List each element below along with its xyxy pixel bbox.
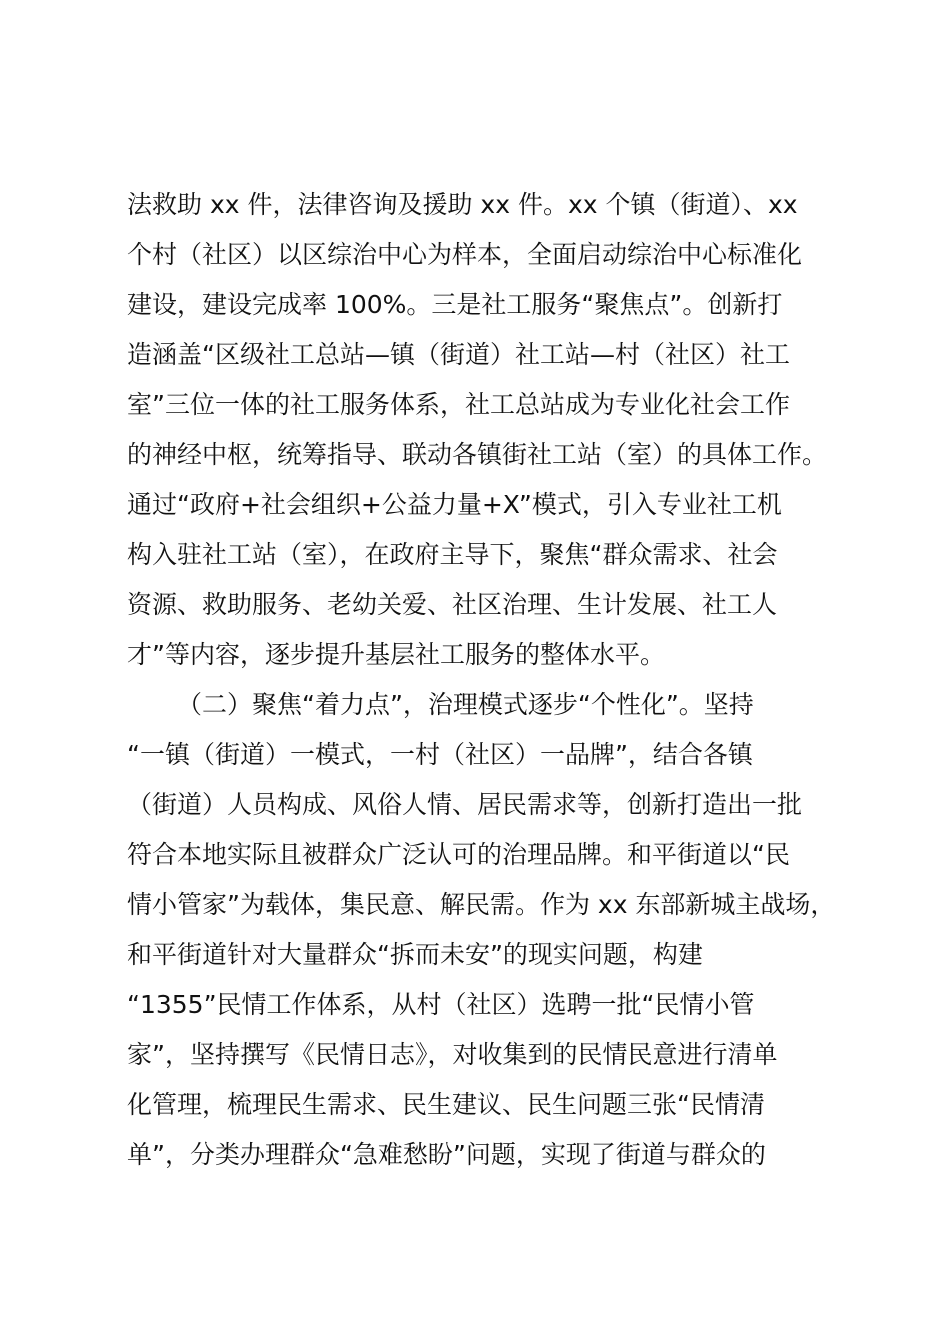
text-line: 资源、救助服务、老幼关爱、社区治理、生计发展、社工人 <box>127 590 778 619</box>
text-line: 通过“政府+社会组织+公益力量+X”模式，引入专业社工机 <box>127 490 782 519</box>
text-line: 构入驻社工站（室），在政府主导下，聚焦“群众需求、社会 <box>127 540 778 569</box>
text-line: 个村（社区）以区综治中心为样本，全面启动综治中心标准化 <box>127 240 803 269</box>
text-line: 化管理，梳理民生需求、民生建议、民生问题三张“民情清 <box>127 1090 765 1119</box>
body-text <box>127 180 847 1180</box>
text-line: 和平街道针对大量群众“拆而未安”的现实问题，构建 <box>127 940 703 969</box>
text-line: 才”等内容，逐步提升基层社工服务的整体水平。 <box>127 640 665 669</box>
text-line: 法救助 xx 件，法律咨询及援助 xx 件。xx 个镇（街道）、xx <box>127 190 798 219</box>
text-line: 单”，分类办理群众“急难愁盼”问题，实现了街道与群众的 <box>127 1140 766 1169</box>
text-line: 家”，坚持撰写《民情日志》，对收集到的民情民意进行清单 <box>127 1040 778 1069</box>
text-line: “1355”民情工作体系，从村（社区）选聘一批“民情小管 <box>127 990 755 1019</box>
text-line: （街道）人员构成、风俗人情、居民需求等，创新打造出一批 <box>127 790 803 819</box>
text-line: 符合本地实际且被群众广泛认可的治理品牌。和平街道以“民 <box>127 840 790 869</box>
text-line: 的神经中枢，统筹指导、联动各镇街社工站（室）的具体工作。 <box>127 440 828 469</box>
text-line: 情小管家”为载体，集民意、解民需。作为 xx 东部新城主战场， <box>127 890 836 919</box>
text-line: 造涵盖“区级社工总站—镇（街道）社工站—村（社区）社工 <box>127 340 790 369</box>
text-line: 建设，建设完成率 100%。三是社工服务“聚焦点”。创新打 <box>127 290 783 319</box>
paragraph-start-line: （二）聚焦“着力点”，治理模式逐步“个性化”。坚持 <box>177 690 754 719</box>
text-line: “一镇（街道）一模式，一村（社区）一品牌”，结合各镇 <box>127 740 753 769</box>
text-line: 室”三位一体的社工服务体系，社工总站成为专业化社会工作 <box>127 390 790 419</box>
